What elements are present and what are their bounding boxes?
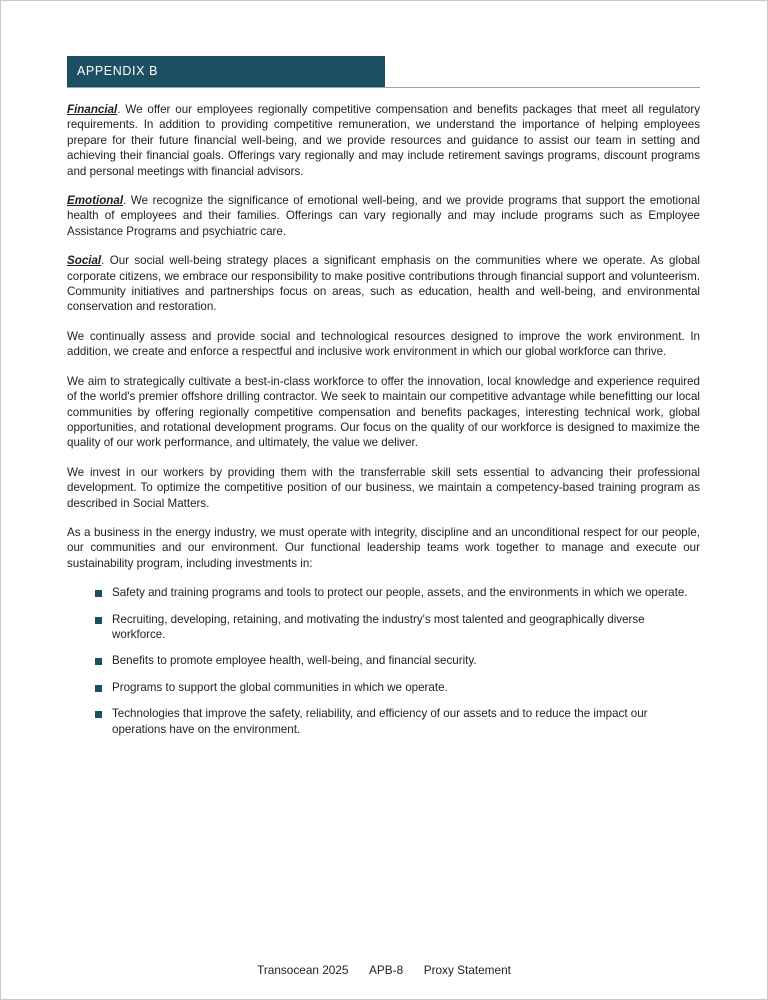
list-item-text: Benefits to promote employee health, well-being, and financial security.	[112, 654, 477, 668]
paragraph-resources: We continually assess and provide social and technological resources designed to improve the work environment. In addition, we create and enforce a respectful and inclusive work environment in which our global workforce can thrive.	[67, 329, 700, 359]
footer-document-title: Proxy Statement	[423, 963, 511, 977]
paragraph-sustainability-intro: As a business in the energy industry, we must operate with integrity, discipline and an unconditional respect for our people, our communities and our environment. Our functional leadership teams work together to manage and execute our sustainability program, including investments in:	[67, 525, 700, 570]
investment-list	[67, 585, 700, 737]
paragraph-text-financial: . We offer our employees regionally competitive compensation and benefits packages that meet all regulatory requirements. In addition to providing competitive remuneration, we understand the importance of helping employees prepare for their future financial well-being, and we provide resources and guidance to assist our team in setting and achieving their financial goals. Offerings vary regionally and may include retirement savings programs, discount programs and personal meetings with financial advisors.	[67, 103, 700, 178]
footer-company-year: Transocean 2025	[257, 963, 349, 977]
paragraph-text-emotional: . We recognize the significance of emotional well-being, and we provide programs that support the emotional health of employees and their families. Offerings can vary regionally and may include programs such as Employee Assistance Programs and psychiatric care.	[67, 194, 700, 238]
page-content	[67, 56, 700, 737]
list-item	[95, 680, 700, 695]
bullet-square-icon	[95, 590, 102, 597]
list-item-text: Technologies that improve the safety, reliability, and efficiency of our assets and to reduce the impact our operations have on the environment.	[112, 707, 648, 736]
paragraph-workforce: We aim to strategically cultivate a best-in-class workforce to offer the innovation, local knowledge and experience required of the world's premier offshore drilling contractor. We seek to maintain our competitive advantage while benefitting our local communities by offering regionally competitive compensation and benefits packages, interesting technical work, global opportunities, and rotational development programs. Our focus on the quality of our workforce is designed to maximize the quality of our work performance, and ultimately, the value we deliver.	[67, 374, 700, 450]
list-item-text: Safety and training programs and tools to protect our people, assets, and the environments in which we operate.	[112, 586, 688, 600]
paragraph-emotional	[67, 193, 700, 239]
paragraph-lead-social: Social	[67, 254, 102, 268]
list-item	[95, 612, 700, 643]
bullet-square-icon	[95, 617, 102, 624]
header-rule	[385, 56, 700, 87]
paragraph-training: We invest in our workers by providing them with the transferrable skill sets essential to advancing their professional development. To optimize the competitive position of our business, we maintain a competency-based training program as described in Social Matters.	[67, 465, 700, 510]
list-item-text: Programs to support the global communities in which we operate.	[112, 680, 448, 694]
paragraph-lead-emotional: Emotional	[67, 194, 124, 208]
paragraph-financial	[67, 102, 700, 179]
appendix-title: APPENDIX B	[67, 56, 385, 87]
paragraph-lead-financial: Financial	[67, 103, 118, 116]
paragraph-social	[67, 253, 700, 315]
footer-page-number: APB-8	[369, 963, 404, 977]
page-footer	[1, 963, 767, 977]
list-item-text: Recruiting, developing, retaining, and motivating the industry's most talented and geographically diverse workforce.	[112, 612, 645, 641]
paragraph-text-social: . Our social well-being strategy places a significant emphasis on the communities where we operate. As global corporate citizens, we embrace our responsibility to make positive contributions through financial support and volunteerism. Community initiatives and partnerships focus on areas, such as education, health and well-being, and environmental conservation and restoration.	[67, 254, 700, 314]
list-item	[95, 585, 700, 600]
bullet-square-icon	[95, 711, 102, 718]
bullet-square-icon	[95, 685, 102, 692]
list-item	[95, 706, 700, 737]
bullet-square-icon	[95, 658, 102, 665]
appendix-header	[67, 56, 700, 88]
list-item	[95, 653, 700, 668]
